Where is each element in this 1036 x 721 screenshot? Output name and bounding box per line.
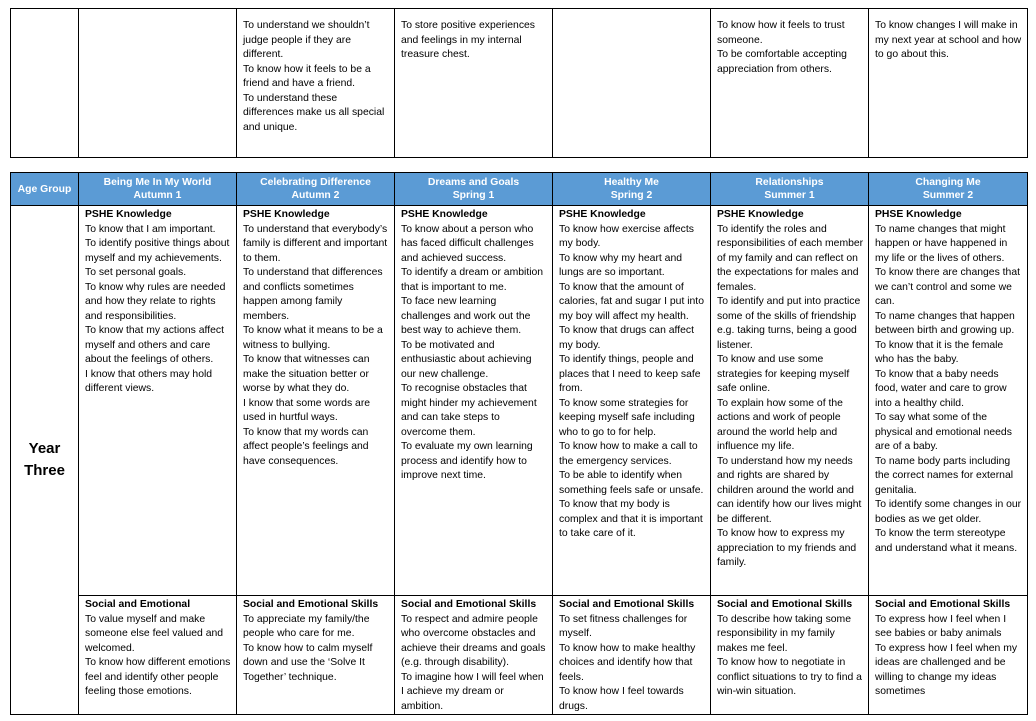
top-cell — [79, 9, 237, 158]
list-item: To identify positive things about myself and my achievements. — [85, 238, 230, 264]
list-item: To understand how my needs and rights are shared by children around the world and can identify how our lives might be different. — [717, 455, 862, 525]
top-cell — [395, 9, 553, 158]
list-item: To know what it means to be a witness to bullying. — [243, 325, 383, 351]
list-item: To know some strategies for keeping myself safe including who to go to for help. — [559, 397, 695, 438]
section-title: Social and Emotional Skills — [243, 599, 379, 610]
list-item: To identify a dream or ambition that is important to me. — [401, 267, 544, 293]
column-header — [79, 173, 237, 206]
list-item: To know that my actions affect myself and others and care about the feelings of others. — [85, 325, 224, 365]
list-item: To be comfortable accepting appreciation from others. — [717, 49, 847, 75]
column-term: Autumn 2 — [291, 190, 340, 201]
list-item: To know how exercise affects my body. — [559, 223, 694, 249]
list-item: To know that it is the female who has the baby. — [875, 339, 1004, 365]
section-title: PSHE Knowledge — [717, 209, 804, 220]
column-term: Summer 1 — [764, 190, 815, 201]
knowledge-cell — [395, 206, 553, 596]
knowledge-cell — [869, 206, 1028, 596]
list-item: To know changes I will make in my next year at school and how to go about this. — [875, 20, 1022, 60]
list-item: I know that others may hold different views. — [85, 368, 213, 394]
skills-cell — [869, 596, 1028, 715]
column-header — [869, 173, 1028, 206]
knowledge-row — [11, 206, 1028, 596]
list-item: To evaluate my own learning process and identify how to improve next time. — [401, 441, 533, 481]
section-title: PHSE Knowledge — [875, 209, 962, 220]
section-title: PSHE Knowledge — [243, 209, 330, 220]
list-item: To express how I feel when my ideas are challenged and be willing to change my ideas sometimes — [875, 642, 1018, 697]
list-item: To know how to make a call to the emergency services. — [559, 441, 698, 467]
top-cell — [553, 9, 711, 158]
list-item: To know why my heart and lungs are so important. — [559, 252, 683, 278]
list-item: To identify and put into practice some of the skills of friendship e.g. taking turns, being a good listener. — [717, 296, 861, 351]
list-item: To understand we shouldn’t judge people if they are different. — [243, 20, 370, 60]
list-item: To understand these differences make us all special and unique. — [243, 92, 385, 133]
list-item: To face new learning challenges and work out the best way to achieve them. — [401, 296, 531, 336]
list-item: To name body parts including the correct names for external genitalia. — [875, 455, 1014, 496]
knowledge-cell — [553, 206, 711, 596]
column-header — [237, 173, 395, 206]
top-cell — [711, 9, 869, 158]
list-item: To know that my body is complex and that it is important to take care of it. — [559, 499, 703, 539]
year-three-curriculum-table — [10, 172, 1028, 715]
previous-year-table — [10, 8, 1028, 158]
list-item: To be motivated and enthusiastic about achieving our new challenge. — [401, 339, 532, 380]
list-item: To explain how some of the actions and work of people around the world help and influence my life. — [717, 397, 843, 452]
list-item: To know how it feels to be a friend and have a friend. — [243, 63, 371, 89]
list-item: To say what some of the physical and emotional needs are of a baby. — [875, 412, 1012, 452]
header-row — [11, 173, 1028, 206]
list-item: To identify the roles and responsibilities of each member of my family and can reflect on the expectations for males and females. — [717, 223, 864, 293]
skills-cell — [79, 596, 237, 715]
column-title: Relationships — [755, 177, 824, 188]
column-title: Healthy Me — [604, 177, 659, 188]
list-item: I know that some words are used in hurtful ways. — [243, 397, 371, 423]
top-cell — [869, 9, 1028, 158]
column-term: Spring 2 — [610, 190, 653, 201]
column-term: Autumn 1 — [133, 190, 182, 201]
list-item: To name changes that might happen or have happened in my life or the lives of others. — [875, 223, 1008, 264]
list-item: To name changes that happen between birth and growing up. — [875, 310, 1015, 336]
list-item: To know that witnesses can make the situation better or worse by what they do. — [243, 354, 370, 394]
section-title: Social and Emotional Skills — [717, 599, 853, 610]
list-item: To know about a person who has faced difficult challenges and achieved success. — [401, 223, 534, 264]
list-item: To set fitness challenges for myself. — [559, 613, 688, 639]
list-item: To know how to negotiate in conflict situations to try to find a win-win situation. — [717, 657, 862, 697]
section-title: Social and Emotional — [85, 599, 191, 610]
section-title: Social and Emotional Skills — [559, 599, 695, 610]
skills-cell — [553, 596, 711, 715]
year-label-line: Year — [28, 440, 61, 457]
list-item: To respect and admire people who overcome obstacles and achieve their dreams and goals (e.g. through disability). — [401, 613, 546, 668]
list-item: To know how I feel towards drugs. — [559, 686, 684, 712]
list-item: To express how I feel when I see babies or baby animals — [875, 613, 1007, 639]
list-item: To value myself and make someone else feel valued and welcomed. — [85, 613, 224, 654]
list-item: To identify some changes in our bodies as we get older. — [875, 499, 1022, 525]
list-item: To understand that everybody’s family is different and important to them. — [243, 223, 388, 264]
list-item: To understand that differences and conflicts sometimes happen among family members. — [243, 267, 383, 322]
list-item: To store positive experiences and feelings in my internal treasure chest. — [401, 20, 535, 60]
list-item: To know the term stereotype and understand what it means. — [875, 528, 1018, 554]
section-title: PSHE Knowledge — [559, 209, 646, 220]
skills-cell — [395, 596, 553, 715]
table-row — [11, 9, 1028, 158]
top-cell — [11, 9, 79, 158]
list-item: To know how to calm myself down and use the ‘Solve It Together’ technique. — [243, 642, 373, 683]
list-item: To know there are changes that we can’t control and some we can. — [875, 267, 1020, 307]
list-item: To know why rules are needed and how they relate to rights and responsibilities. — [85, 281, 226, 322]
list-item: To know how it feels to trust someone. — [717, 20, 845, 46]
list-item: To know that my words can affect people’s feelings and have consequences. — [243, 426, 369, 467]
year-label — [11, 206, 79, 715]
knowledge-cell — [237, 206, 395, 596]
list-item: To appreciate my family/the people who care for me. — [243, 613, 370, 639]
list-item: To describe how taking some responsibility in my family makes me feel. — [717, 613, 851, 654]
skills-cell — [237, 596, 395, 715]
column-term: Spring 1 — [452, 190, 495, 201]
column-title: Being Me In My World — [103, 177, 212, 188]
year-label-line: Three — [24, 462, 65, 479]
list-item: To recognise obstacles that might hinder my achievement and can take steps to overcome them. — [401, 383, 537, 438]
section-title: Social and Emotional Skills — [875, 599, 1011, 610]
knowledge-cell — [79, 206, 237, 596]
column-header — [553, 173, 711, 206]
list-item: To identify things, people and places that I need to keep safe from. — [559, 354, 701, 394]
section-title: PSHE Knowledge — [401, 209, 488, 220]
list-item: To know how to express my appreciation to my friends and family. — [717, 528, 857, 568]
list-item: To know and use some strategies for keeping myself safe online. — [717, 354, 850, 394]
list-item: To know how to make healthy choices and identify how that feels. — [559, 642, 696, 683]
list-item: To set personal goals. — [85, 267, 187, 278]
column-title: Dreams and Goals — [427, 177, 520, 188]
list-item: To imagine how I will feel when I achieve my dream or ambition. — [401, 671, 544, 712]
column-header — [711, 173, 869, 206]
skills-row — [11, 596, 1028, 715]
list-item: To know how different emotions feel and identify other people feeling those emotions. — [85, 657, 231, 697]
list-item: To know that drugs can affect my body. — [559, 325, 694, 351]
column-title: Celebrating Difference — [260, 177, 371, 188]
section-title: PSHE Knowledge — [85, 209, 172, 220]
column-title: Changing Me — [915, 177, 981, 188]
list-item: To be able to identify when something feels safe or unsafe. — [559, 470, 704, 496]
list-item: To know that I am important. — [85, 223, 216, 235]
age-group-header: Age Group — [11, 173, 79, 206]
knowledge-cell — [711, 206, 869, 596]
column-header — [395, 173, 553, 206]
list-item: To know that the amount of calories, fat and sugar I put into my boy will affect my health. — [559, 281, 704, 322]
column-term: Summer 2 — [922, 190, 974, 201]
list-item: To know that a baby needs food, water and care to grow into a healthy child. — [875, 368, 1007, 409]
section-title: Social and Emotional Skills — [401, 599, 537, 610]
skills-cell — [711, 596, 869, 715]
top-cell — [237, 9, 395, 158]
